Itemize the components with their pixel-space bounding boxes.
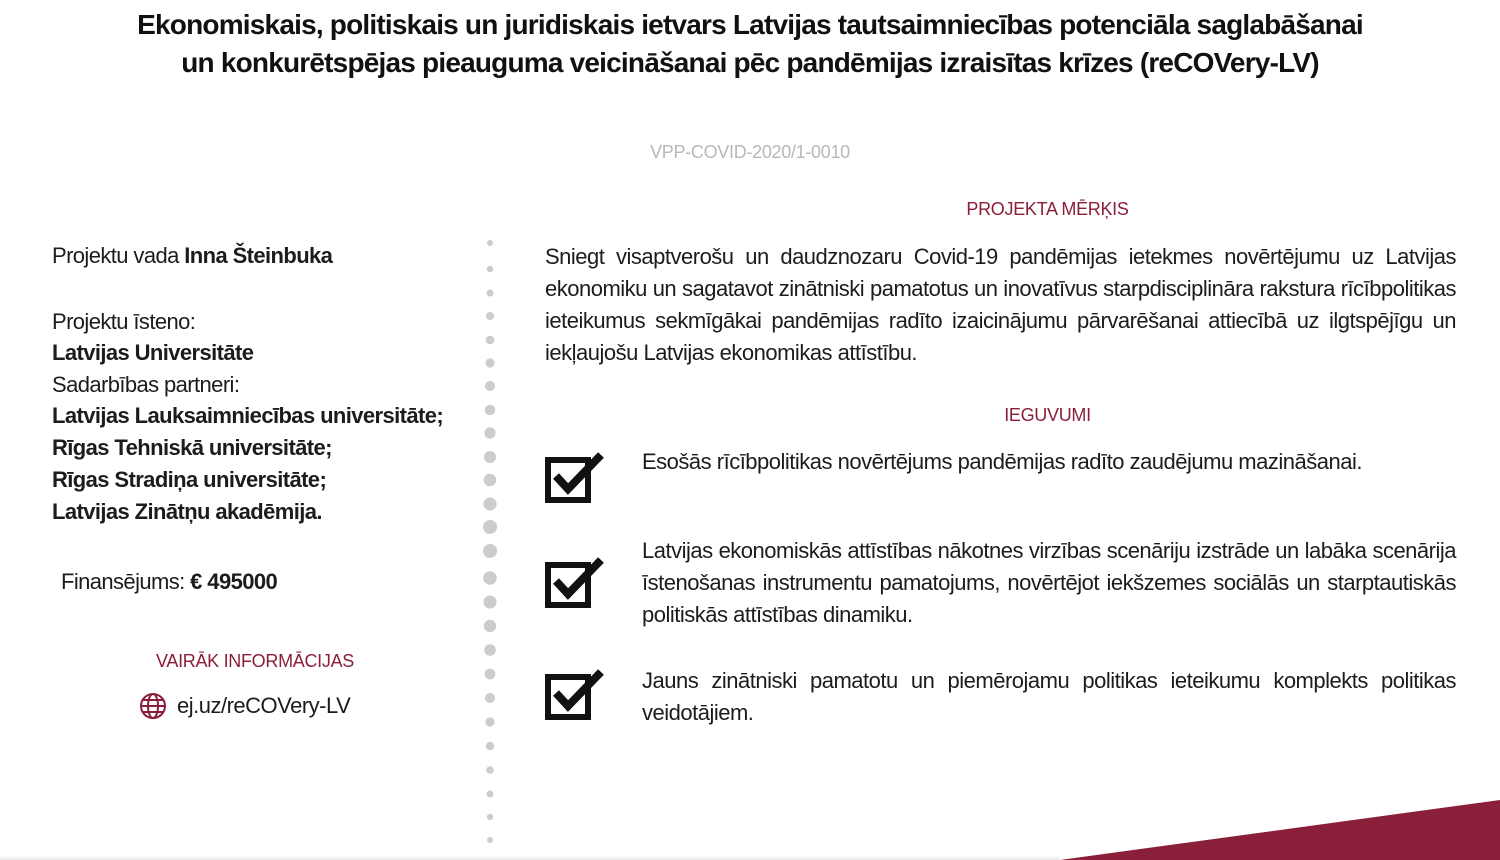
benefit-item: Esošās rīcībpolitikas novērtējums pandēmijas radīto zaudējumu mazināšanai. [642, 449, 1362, 474]
bottom-shadow [0, 854, 1060, 860]
funding-label: Finansējums: [61, 569, 191, 594]
globe-icon [139, 692, 167, 720]
more-info-heading: VAIRĀK INFORMĀCIJAS [156, 651, 354, 671]
project-link-text[interactable]: ej.uz/reCOVery-LV [177, 693, 351, 718]
project-link[interactable] [139, 692, 350, 720]
partner-item: Rīgas Tehniskā universitāte; [52, 435, 332, 460]
benefits-heading: IEGUVUMI [1004, 405, 1091, 425]
partner-item: Latvijas Lauksaimniecības universitāte; [52, 403, 444, 428]
funding-value: € 495000 [190, 569, 278, 594]
goal-heading: PROJEKTA MĒRĶIS [966, 199, 1129, 219]
goal-text: Sniegt visaptverošu un daudznozaru Covid-19 pandēmijas ietekmes novērtējumu uz Latvijas ekonomiku un sagatavot zinātniski pamatotus un inovatīvus starpdisciplināra rakstura rīcībpolitikas ieteikumus sekmīgākai pandēmijas radīto izaicinājumu pārvarēšanai attiecībā uz ilgtspējīgu un iekļaujošu Latvijas ekonomikas attīstību. [545, 244, 1456, 365]
funding [61, 569, 277, 595]
corner-decoration [1060, 800, 1500, 860]
project-leader-label: Projektu vada [52, 243, 185, 268]
partners-label: Sadarbības partneri: [52, 372, 240, 397]
project-code: VPP-COVID-2020/1-0010 [650, 142, 850, 162]
implementer-name: Latvijas Universitāte [52, 340, 254, 365]
benefit-item: Latvijas ekonomiskās attīstības nākotnes virzības scenāriju izstrāde un labāka scenārija īstenošanas instrumentu pamatojums, novērtējot iekšzemes sociālās un starptautiskās politiskās attīstības dinamiku. [642, 538, 1456, 627]
column-divider [482, 236, 498, 860]
checkbox-checked-icon [545, 557, 605, 609]
implementer-label: Projektu īsteno: [52, 309, 196, 334]
page-title: Ekonomiskais, politiskais un juridiskais ietvars Latvijas tautsaimniecības potenciāla saglabāšanai un konkurētspējas pieauguma veicināšanai pēc pandēmijas izraisītas krīzes (reCOVery-LV) [137, 9, 1363, 78]
project-leader [52, 243, 332, 269]
project-leader-name: Inna Šteinbuka [184, 243, 333, 268]
checkbox-checked-icon [545, 669, 605, 721]
benefit-item: Jauns zinātniski pamatotu un piemērojamu politikas ieteikumu komplekts politikas veidotājiem. [642, 668, 1456, 725]
partner-item: Latvijas Zinātņu akadēmija. [52, 499, 322, 524]
partner-item: Rīgas Stradiņa universitāte; [52, 467, 327, 492]
checkbox-checked-icon [545, 452, 605, 504]
